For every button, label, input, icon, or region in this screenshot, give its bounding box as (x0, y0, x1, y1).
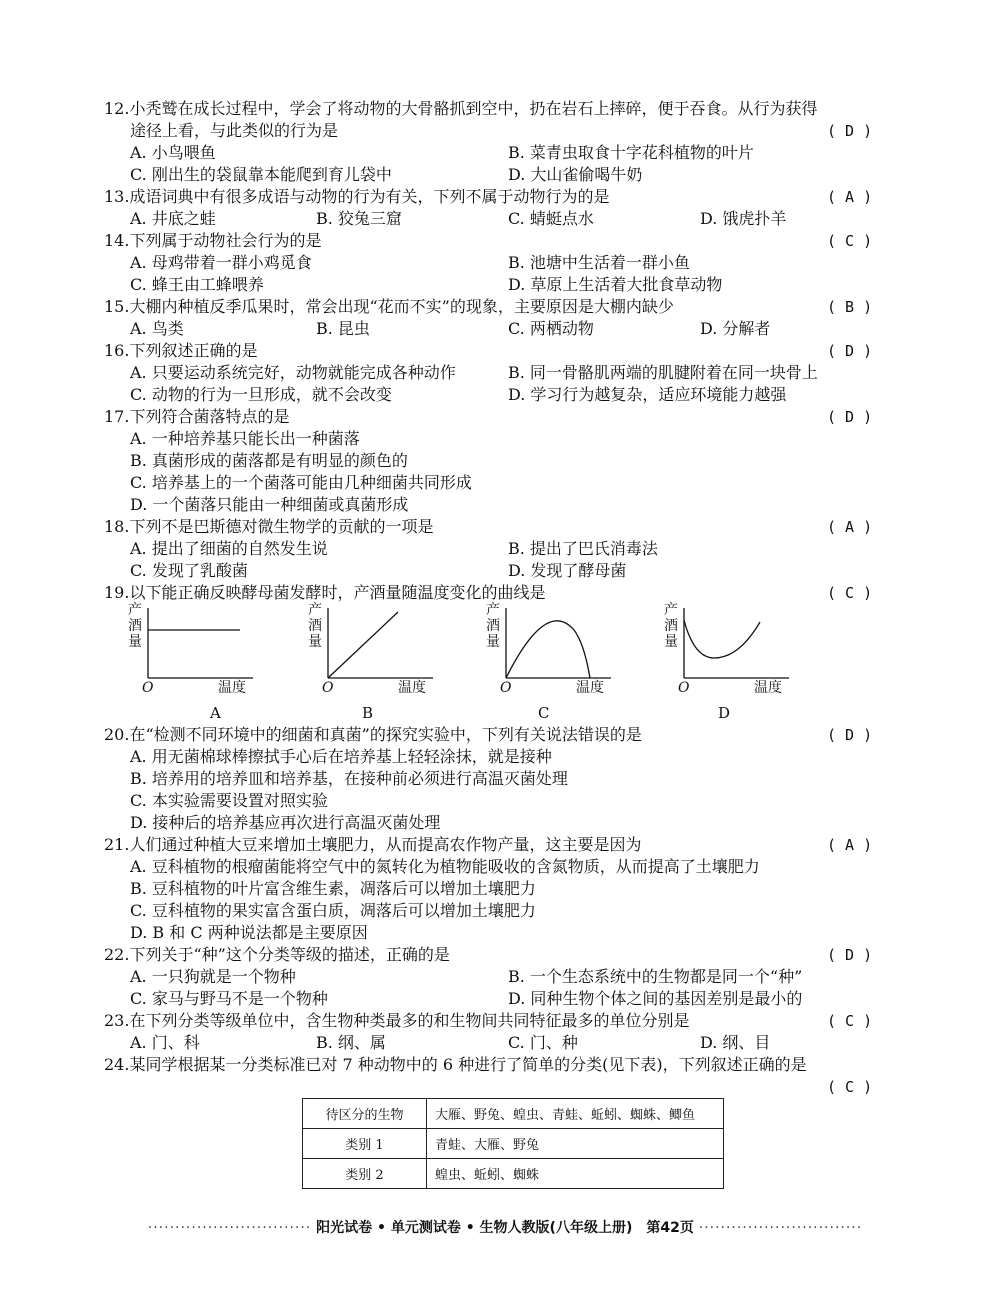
graph-a-letter: A (210, 704, 221, 722)
question-13-stem: 13.成语词典中有很多成语与动物的行为有关，下列不属于动物行为的是 (104, 187, 610, 206)
graph-d-letter: D (718, 704, 731, 722)
option-21b: B. 豆科植物的叶片富含维生素，凋落后可以增加土壤肥力 (130, 879, 536, 898)
option-22d: D. 同种生物个体之间的基因差别是最小的 (508, 989, 803, 1008)
graph-a-origin: O (142, 680, 154, 696)
option-18c: C. 发现了乳酸菌 (130, 561, 248, 580)
table-cell: 类别 2 (303, 1159, 427, 1189)
option-14b: B. 池塘中生活着一群小鱼 (508, 253, 690, 272)
question-19-graphs (120, 600, 820, 728)
question-18-stem: 18.下列不是巴斯德对微生物学的贡献的一项是 (104, 517, 434, 536)
option-21c: C. 豆科植物的果实富含蛋白质，凋落后可以增加土壤肥力 (130, 901, 536, 920)
question-12-stem-cont: 途径上看，与此类似的行为是 (130, 121, 339, 140)
classification-table (302, 1098, 724, 1189)
option-13d: D. 饿虎扑羊 (700, 209, 787, 228)
table-cell: 待区分的生物 (303, 1099, 427, 1129)
question-24-stem: 24.某同学根据某一分类标准已对 7 种动物中的 6 种进行了简单的分类(见下表)，下列叙述正确的是 (104, 1055, 807, 1074)
answer-22: ( D ) (827, 946, 873, 964)
footer-text: 阳光试卷 • 单元测试卷 • 生物人教版(八年级上册) 第42页 (316, 1220, 694, 1236)
answer-15: ( B ) (827, 298, 873, 316)
temperature-curves-figure (120, 600, 820, 728)
option-16d: D. 学习行为越复杂，适应环境能力越强 (508, 385, 787, 404)
answer-18: ( A ) (827, 518, 873, 536)
footer-dots-right: ······························ (698, 1220, 863, 1236)
option-14d: D. 草原上生活着大批食草动物 (508, 275, 723, 294)
graph-c-letter: C (538, 704, 550, 722)
table-cell: 类别 1 (303, 1129, 427, 1159)
question-17-stem: 17.下列符合菌落特点的是 (104, 407, 290, 426)
option-17c: C. 培养基上的一个菌落可能由几种细菌共同形成 (130, 473, 472, 492)
option-23a: A. 门、科 (130, 1033, 200, 1052)
option-15b: B. 昆虫 (316, 319, 370, 338)
answer-20: ( D ) (827, 726, 873, 744)
option-15c: C. 两栖动物 (508, 319, 594, 338)
option-13b: B. 狡兔三窟 (316, 209, 402, 228)
answer-14: ( C ) (827, 232, 873, 250)
option-18a: A. 提出了细菌的自然发生说 (130, 539, 328, 558)
page-footer (100, 1217, 910, 1237)
option-12a: A. 小鸟喂鱼 (130, 143, 216, 162)
table-cell: 大雁、野兔、蝗虫、青蛙、蚯蚓、蜘蛛、鲫鱼 (427, 1099, 724, 1129)
table-row (303, 1159, 724, 1189)
answer-13: ( A ) (827, 188, 873, 206)
option-22a: A. 一只狗就是一个物种 (130, 967, 296, 986)
option-20b: B. 培养用的培养皿和培养基，在接种前必须进行高温灭菌处理 (130, 769, 568, 788)
option-12b: B. 菜青虫取食十字花科植物的叶片 (508, 143, 754, 162)
option-20d: D. 接种后的培养基应再次进行高温灭菌处理 (130, 813, 441, 832)
table-row (303, 1099, 724, 1129)
graph-a-xlabel: 温度 (218, 680, 246, 696)
question-22-stem: 22.下列关于“种”这个分类等级的描述，正确的是 (104, 945, 450, 964)
question-23-stem: 23.在下列分类等级单位中，含生物种类最多的和生物间共同特征最多的单位分别是 (104, 1011, 690, 1030)
question-14-stem: 14.下列属于动物社会行为的是 (104, 231, 322, 250)
option-17a: A. 一种培养基只能长出一种菌落 (130, 429, 360, 448)
option-18d: D. 发现了酵母菌 (508, 561, 627, 580)
graph-c-xlabel: 温度 (576, 680, 604, 696)
question-20-stem: 20.在“检测不同环境中的细菌和真菌”的探究实验中，下列有关说法错误的是 (104, 725, 642, 744)
graph-d-ylabel: 产 酒 量 (664, 602, 678, 650)
table-row (303, 1129, 724, 1159)
option-18b: B. 提出了巴氏消毒法 (508, 539, 658, 558)
option-17d: D. 一个菌落只能由一种细菌或真菌形成 (130, 495, 409, 514)
option-12c: C. 刚出生的袋鼠靠本能爬到育儿袋中 (130, 165, 392, 184)
graph-c (506, 608, 611, 678)
graph-a (148, 608, 253, 678)
graph-c-origin: O (500, 680, 512, 696)
option-15a: A. 鸟类 (130, 319, 184, 338)
option-16c: C. 动物的行为一旦形成，就不会改变 (130, 385, 392, 404)
graph-a-ylabel: 产 酒 量 (128, 602, 142, 650)
graph-c-ylabel: 产 酒 量 (486, 602, 500, 650)
option-13a: A. 井底之蛙 (130, 209, 216, 228)
option-12d: D. 大山雀偷喝牛奶 (508, 165, 643, 184)
answer-17: ( D ) (827, 408, 873, 426)
option-14a: A. 母鸡带着一群小鸡觅食 (130, 253, 312, 272)
question-12-stem: 12.小秃鹫在成长过程中，学会了将动物的大骨骼抓到空中，扔在岩石上摔碎，便于吞食。从行为获得 (104, 99, 818, 118)
option-22c: C. 家马与野马不是一个物种 (130, 989, 328, 1008)
graph-d (684, 608, 789, 678)
answer-23: ( C ) (827, 1012, 873, 1030)
graph-b-letter: B (362, 704, 374, 722)
graph-b-xlabel: 温度 (398, 680, 426, 696)
option-16a: A. 只要运动系统完好，动物就能完成各种动作 (130, 363, 456, 382)
graph-d-xlabel: 温度 (754, 680, 782, 696)
option-16b: B. 同一骨骼肌两端的肌腱附着在同一块骨上 (508, 363, 818, 382)
answer-24: ( C ) (827, 1078, 873, 1096)
option-21a: A. 豆科植物的根瘤菌能将空气中的氮转化为植物能吸收的含氮物质，从而提高了土壤肥力 (130, 857, 760, 876)
option-23d: D. 纲、目 (700, 1033, 771, 1052)
table-cell: 青蛙、大雁、野兔 (427, 1129, 724, 1159)
option-22b: B. 一个生态系统中的生物都是同一个“种” (508, 967, 803, 986)
option-20c: C. 本实验需要设置对照实验 (130, 791, 328, 810)
graph-b-origin: O (322, 680, 334, 696)
table-cell: 蝗虫、蚯蚓、蜘蛛 (427, 1159, 724, 1189)
option-15d: D. 分解者 (700, 319, 771, 338)
question-15-stem: 15.大棚内种植反季瓜果时，常会出现“花而不实”的现象，主要原因是大棚内缺少 (104, 297, 674, 316)
answer-21: ( A ) (827, 836, 873, 854)
question-21-stem: 21.人们通过种植大豆来增加土壤肥力，从而提高农作物产量，这主要是因为 (104, 835, 642, 854)
option-17b: B. 真菌形成的菌落都是有明显的颜色的 (130, 451, 408, 470)
question-19-stem: 19.以下能正确反映酵母菌发酵时，产酒量随温度变化的曲线是 (104, 583, 546, 602)
option-14c: C. 蜂王由工蜂喂养 (130, 275, 264, 294)
question-16-stem: 16.下列叙述正确的是 (104, 341, 258, 360)
answer-19: ( C ) (827, 584, 873, 602)
option-21d: D. B 和 C 两种说法都是主要原因 (130, 923, 368, 942)
option-13c: C. 蜻蜓点水 (508, 209, 594, 228)
option-20a: A. 用无菌棉球棒擦拭手心后在培养基上轻轻涂抹，就是接种 (130, 747, 552, 766)
answer-16: ( D ) (827, 342, 873, 360)
answer-12: ( D ) (827, 122, 873, 140)
option-23c: C. 门、种 (508, 1033, 578, 1052)
graph-d-origin: O (678, 680, 690, 696)
footer-dots-left: ······························ (147, 1220, 312, 1236)
graph-b-ylabel: 产 酒 量 (308, 602, 322, 650)
graph-b (328, 608, 433, 678)
option-23b: B. 纲、属 (316, 1033, 386, 1052)
